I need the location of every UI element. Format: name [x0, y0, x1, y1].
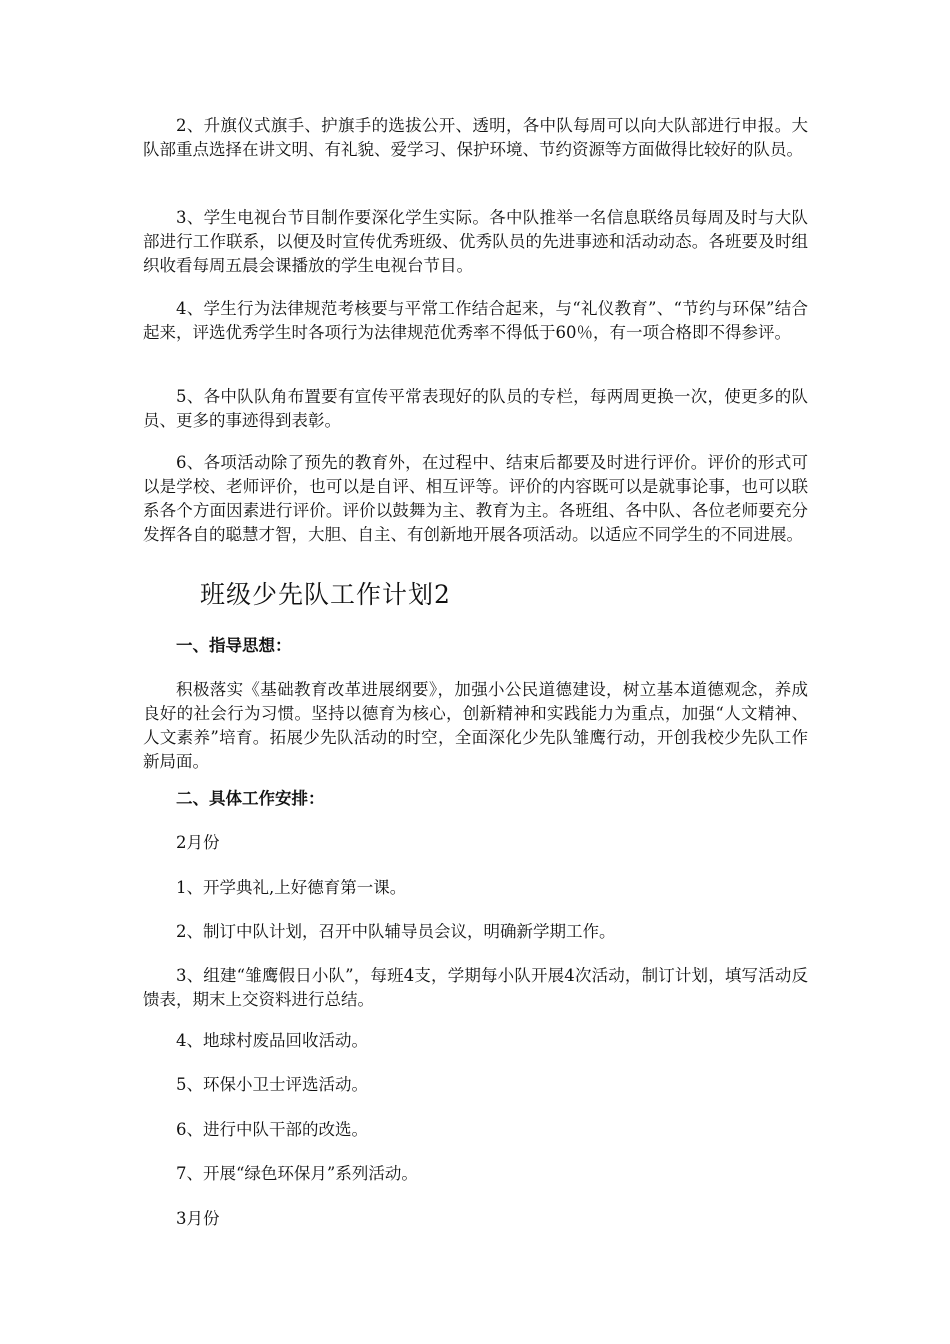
paragraph-evaluation: 6、各项活动除了预先的教育外，在过程中、结束后都要及时进行评价。评价的形式可以是学校、老师评价，也可以是自评、相互评等。评价的内容既可以是就事论事，也可以联系各个方面因素进行评价。评价以鼓舞为主、教育为主。各班组、各中队、各位老师要充分发挥各自的聪慧才智，大胆、自主、有创新地开展各项活动。以适应不同学生的不同进展。	[143, 453, 808, 544]
list-item: 3、组建“雏鹰假日小队”，每班4支，学期每小队开展4次活动，制订计划，填写活动反馈表，期末上交资料进行总结。	[143, 966, 808, 1009]
month-label-mar: 3月份	[176, 1209, 220, 1228]
list-item: 1、开学典礼,上好德育第一课。	[176, 878, 407, 897]
paragraph-guiding-thought: 积极落实《基础教育改革进展纲要》，加强小公民道德建设，树立基本道德观念，养成良好的社会行为习惯。坚持以德育为核心，创新精神和实践能力为重点，加强“人文精神、人文素养”培育。拓展少先队活动的时空，全面深化少先队雏鹰行动，开创我校少先队工作新局面。	[143, 680, 808, 771]
list-item: 4、地球村废品回收活动。	[176, 1031, 368, 1050]
paragraph-tv-program: 3、学生电视台节目制作要深化学生实际。各中队推举一名信息联络员每周及时与大队部进行工作联系，以便及时宣传优秀班级、优秀队员的先进事迹和活动动态。各班要及时组织收看每周五晨会课播放的学生电视台节目。	[143, 208, 808, 275]
paragraph-corner-layout: 5、各中队队角布置要有宣传平常表现好的队员的专栏，每两周更换一次，使更多的队员、更多的事迹得到表彰。	[143, 387, 808, 430]
month-label-feb: 2月份	[176, 833, 220, 852]
list-item: 5、环保小卫士评选活动。	[176, 1075, 368, 1094]
paragraph-flag-raising: 2、升旗仪式旗手、护旗手的选拔公开、透明，各中队每周可以向大队部进行申报。大队部重点选择在讲文明、有礼貌、爱学习、保护环境、节约资源等方面做得比较好的队员。	[143, 116, 808, 159]
heading-work-arrangement: 二、具体工作安排：	[176, 789, 325, 808]
section-title: 班级少先队工作计划2	[200, 580, 451, 609]
heading-guiding-thought: 一、指导思想：	[176, 636, 292, 655]
list-item: 7、开展“绿色环保月”系列活动。	[176, 1164, 418, 1183]
list-item: 6、进行中队干部的改选。	[176, 1120, 368, 1139]
list-item: 2、制订中队计划，召开中队辅导员会议，明确新学期工作。	[176, 922, 616, 941]
paragraph-behavior-assessment: 4、学生行为法律规范考核要与平常工作结合起来，与“礼仪教育”、“节约与环保”结合起来，评选优秀学生时各项行为法律规范优秀率不得低于60％，有一项合格即不得参评。	[143, 299, 808, 342]
